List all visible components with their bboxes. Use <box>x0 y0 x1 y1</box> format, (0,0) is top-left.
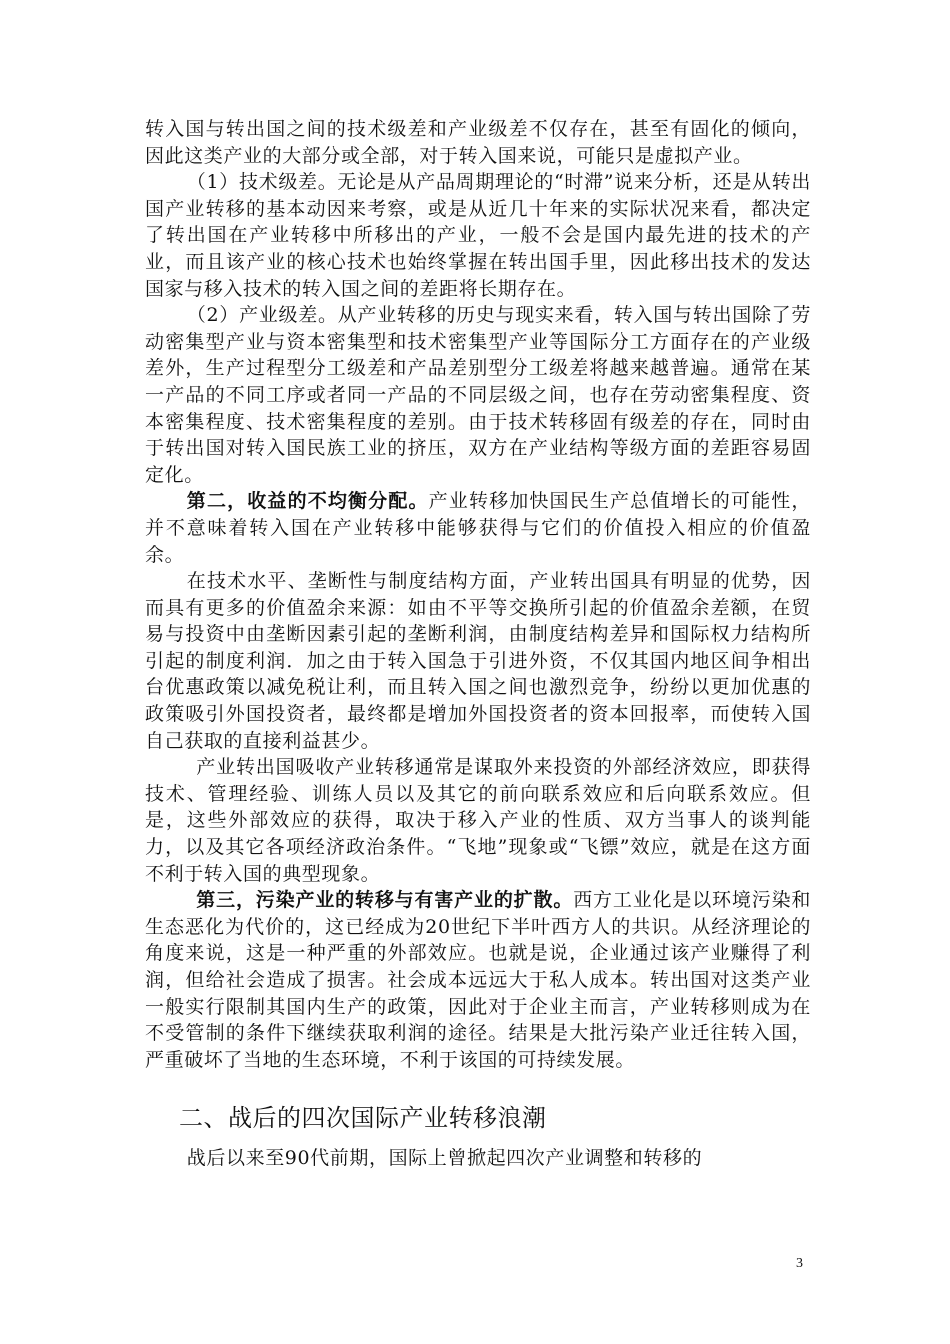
paragraph-industry-gap: （2）产业级差。从产业转移的历史与现实来看，转入国与转出国除了劳动密集型产业与资本密集型和技术密集型产业等国际分工方面存在的产业级差外，生产过程型分工级差和产品差别型分工级差将越来越普遍。通常在某一产品的不同工序或者同一产品的不同层级之间，也存在劳动密集程度、资本密集程度、技术密集程度的差别。由于技术转移固有级差的存在，同时由于转出国对转入国民族工业的挤压，双方在产业结构等级方面的差距容易固定化。 <box>145 304 811 486</box>
paragraph-pollution-transfer <box>145 887 811 1073</box>
section-text-third: 西方工业化是以环境污染和生态恶化为代价的，这已经成为20世纪下半叶西方人的共识。从经济理论的角度来说，这是一种严重的外部效应。也就是说，企业通过该产业赚得了利润，但给社会造成了损害。社会成本远远大于私人成本。转出国对这类产业一般实行限制其国内生产的政策，因此对于企业主而言，产业转移则成为在不受管制的条件下继续获取利润的途径。结果是大批污染产业迁往转入国，严重破坏了当地的生态环境，不利于该国的可持续发展。 <box>145 889 812 1071</box>
body-text <box>145 116 811 1172</box>
paragraph-unequal-distribution <box>145 488 811 568</box>
paragraph-continuation: 转入国与转出国之间的技术级差和产业级差不仅存在，甚至有固化的倾向，因此这类产业的大部分或全部，对于转入国来说，可能只是虚拟产业。 <box>145 118 811 167</box>
section-heading: 二、战后的四次国际产业转移浪潮 <box>179 1104 547 1133</box>
paragraph-value-surplus: 在技术水平、垄断性与制度结构方面，产业转出国具有明显的优势，因而具有更多的价值盈余来源：如由不平等交换所引起的价值盈余差额，在贸易与投资中由垄断因素引起的垄断利润，由制度结构差异和国际权力结构所引起的制度利润．加之由于转入国急于引进外资，不仅其国内地区间争相出台优惠政策以减免税让利，而且转入国之间也激烈竞争，纷纷以更加优惠的政策吸引外国投资者，最终都是增加外国投资者的资本回报率，而使转入国自己获取的直接利益甚少。 <box>145 570 811 752</box>
paragraph-external-effects: 产业转出国吸收产业转移通常是谋取外来投资的外部经济效应，即获得技术、管理经验、训练人员以及其它的前向联系效应和后向联系效应。但是，这些外部效应的获得，取决于移入产业的性质、双方当事人的谈判能力，以及其它各项经济政治条件。“飞地”现象或“飞镖”效应，就是在这方面不利于转入国的典型现象。 <box>145 756 811 885</box>
section-lead-third: 第三，污染产业的转移与有害产业的扩散。 <box>196 889 574 912</box>
section-text-second: 产业转移加快国民生产总值增长的可能性，并不意味着转入国在产业转移中能够获得与它们的价值投入相应的价值盈余。 <box>145 490 811 566</box>
paragraph-technology-gap: （1）技术级差。无论是从产品周期理论的“时滞”说来分析，还是从转出国产业转移的基本动因来考察，或是从近几十年来的实际状况来看，都决定了转出国在产业转移中所移出的产业，一般不会是国内最先进的技术的产业，而且该产业的核心技术也始终掌握在转出国手里，因此移出技术的发达国家与移入技术的转入国之间的差距将长期存在。 <box>145 171 811 300</box>
paragraph-final: 战后以来至90代前期，国际上曾掀起四次产业调整和转移的 <box>186 1147 703 1170</box>
section-lead-second: 第二，收益的不均衡分配。 <box>186 490 429 513</box>
page-number: 3 <box>796 1256 803 1271</box>
